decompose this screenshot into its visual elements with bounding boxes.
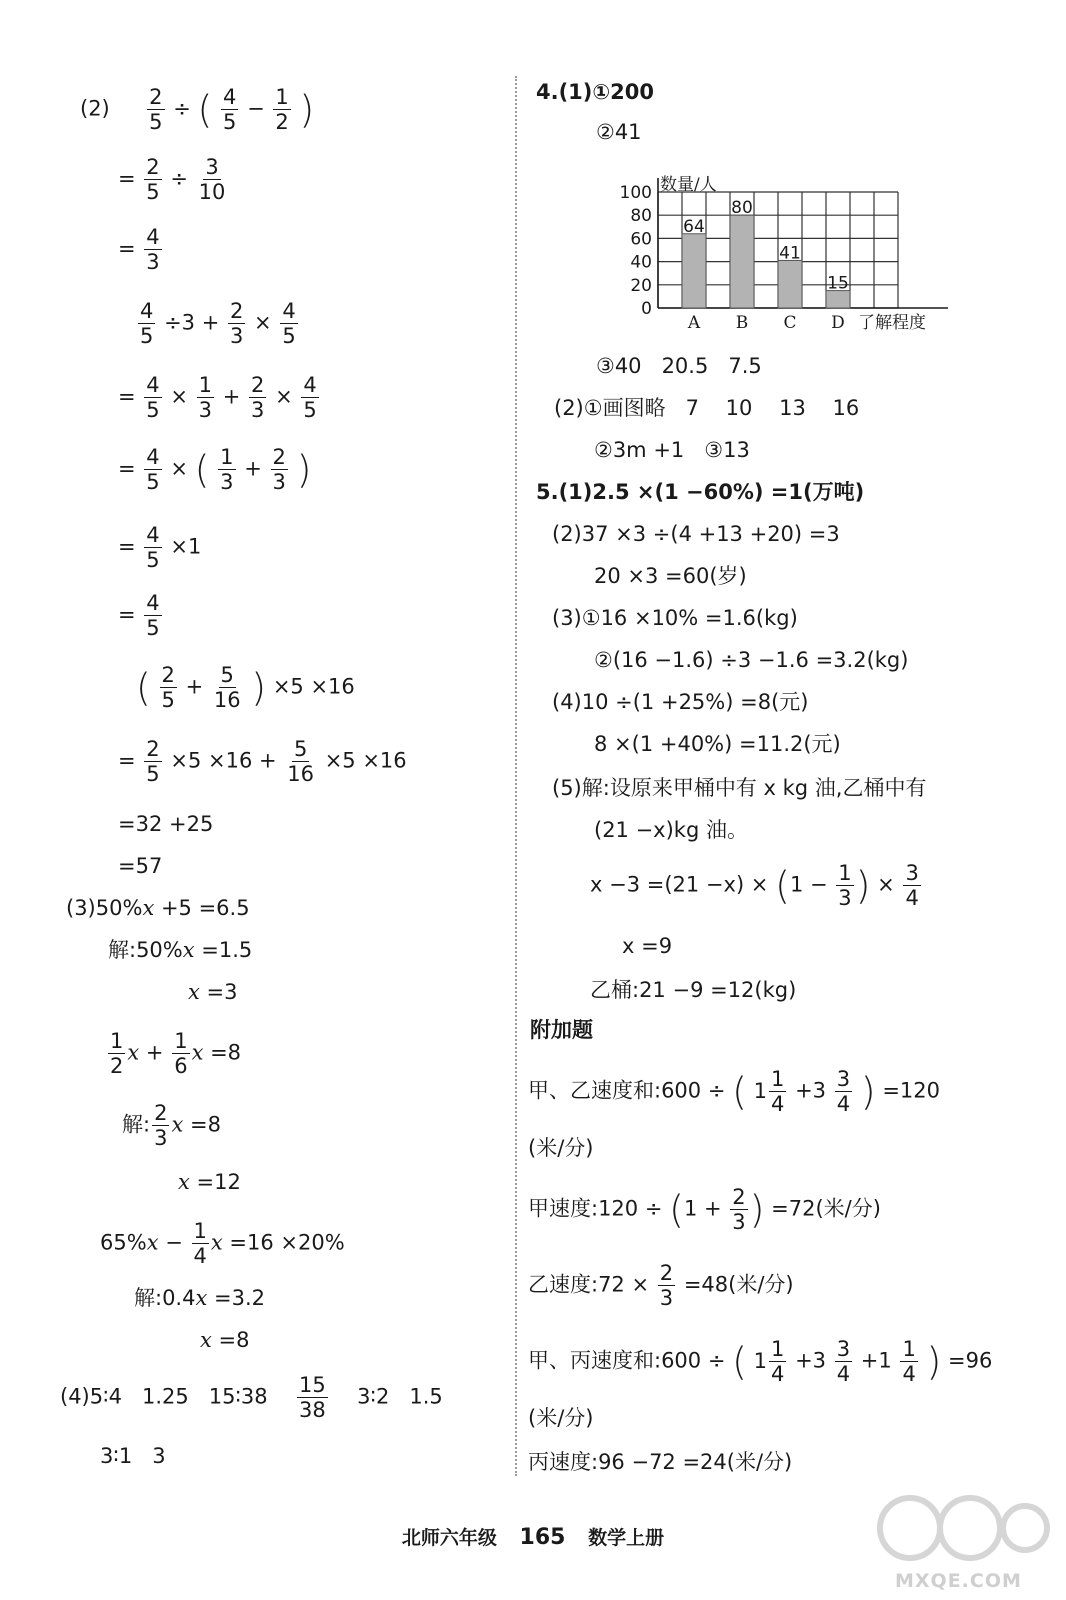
q5-4b: 8 ×(1 +40%) =11.2(元) [594,732,841,756]
fraction: $\frac{2}{3}$ [272,445,286,495]
part-label: (2) [80,96,110,121]
q4-1-3: ③40 20.5 7.5 [596,354,762,378]
fraction: $\frac{2}{5}$ [146,155,160,205]
q4-1-1: 4.(1)①200 [536,80,655,104]
q4-2-1: (2)①画图略 7 10 13 16 [554,396,860,420]
fraction: $\frac{4}{5}$ [140,299,154,349]
data-label: 41 [779,243,801,264]
extra-title: 附加题 [530,1018,593,1042]
p2-expr-2: $\frac{4}{5}$ ÷3 + $\frac{2}{3}$ × $\frac{4}{5}$ [140,299,296,349]
q5-5b: (21 −x)kg 油。 [594,818,748,842]
extra-line-4: 甲、丙速度和:600 ÷ ( 1 $\frac{1}{4}$ +3 $\frac{3}{4}$ +1 $\frac{1}{4}$ ) =96 [528,1337,993,1387]
p3-line-7: 65%x − $\frac{1}{4}$ x =16 ×20% [100,1219,345,1269]
q5-3a: (3)①16 ×10% =1.6(kg) [552,606,798,630]
footer-subject: 数学上册 [588,1527,665,1549]
p2-line-3: = $\frac{4}{3}$ [118,225,160,275]
p2-line-10: = $\frac{2}{5}$ ×5 ×16 + $\frac{5}{16}$ ×5 ×16 [118,737,407,787]
q4-1-2: ②41 [596,120,642,144]
column-divider [515,76,517,1476]
fraction: $\frac{3}{10}$ [198,155,226,205]
p2-line-2: = $\frac{2}{5}$ ÷ $\frac{3}{10}$ [118,155,226,205]
fraction: $\frac{2}{5}$ [161,663,175,713]
fraction: $\frac{1}{6}$ [174,1029,188,1079]
fraction: $\frac{1}{4}$ [771,1067,785,1117]
fraction: $\frac{5}{16}$ [213,663,241,713]
y-tick-label: 20 [630,275,652,296]
q5-1: 5.(1)2.5 ×(1 −60%) =1(万吨) [536,480,865,504]
p3-line-6: x =12 [178,1170,241,1194]
fraction: $\frac{4}{5}$ [146,523,160,573]
fraction: $\frac{3}{4}$ [836,1337,851,1387]
q5-2b: 20 ×3 =60(岁) [594,564,747,588]
y-tick-label: 40 [630,252,652,273]
x-tick-label: A [687,313,701,333]
extra-line-3: 乙速度:72 × $\frac{2}{3}$ =48(米/分) [528,1261,794,1311]
y-tick-label: 0 [641,299,652,319]
q5-4a: (4)10 ÷(1 +25%) =8(元) [552,690,809,714]
fraction: $\frac{2}{5}$ [149,85,163,135]
q5-5d: x =9 [622,934,673,958]
fraction: $\frac{3}{4}$ [905,861,919,911]
x-tick-label: B [735,313,749,333]
p2-expr-3: ( $\frac{2}{5}$ + $\frac{5}{16}$ ) ×5 ×16 [136,663,355,713]
q4-2-2: ②3m +1 ③13 [594,438,750,462]
extra-line-2: 甲速度:120 ÷ (1 + $\frac{2}{3}$ ) =72(米/分) [528,1185,881,1235]
bar-A [682,234,706,308]
q5-5e: 乙桶:21 −9 =12(kg) [590,978,797,1002]
fraction: $\frac{5}{16}$ [287,737,315,787]
fraction: $\frac{4}{5}$ [282,299,296,349]
fraction: $\frac{3}{4}$ [836,1067,851,1117]
x-tick-label: C [783,313,797,333]
fraction: $\frac{1}{2}$ [275,85,289,135]
fraction: $\frac{4}{5}$ [146,445,160,495]
fraction: $\frac{4}{5}$ [223,85,237,135]
p4-line-1: (4)5∶4 1.25 15∶38 $\frac{15}{38}$ 3∶2 1.5 [60,1373,443,1423]
bar-B [730,215,754,308]
p3-line-3: x =3 [188,980,238,1004]
data-label: 15 [827,273,849,294]
fraction: $\frac{1}{3}$ [198,373,213,423]
p4-line-2: 3∶1 3 [100,1444,166,1468]
fraction: $\frac{2}{3}$ [229,299,244,349]
q5-5c: x −3 =(21 −x) × (1 − $\frac{1}{3}$ ) × $\frac{3}{4}$ [590,861,919,911]
y-axis-label: 数量/人 [660,175,717,195]
q5-3b: ②(16 −1.6) ÷3 −1.6 =3.2(kg) [594,648,909,672]
fraction: $\frac{15}{38}$ [299,1373,326,1423]
fraction: $\frac{2}{5}$ [146,737,160,787]
fraction: $\frac{1}{4}$ [771,1337,785,1387]
q5-2a: (2)37 ×3 ÷(4 +13 +20) =3 [552,522,840,546]
bar-chart [618,160,948,340]
fraction: $\frac{4}{5}$ [146,591,160,641]
x-tick-label: D [831,313,845,333]
p3-line-9: x =8 [200,1328,250,1352]
extra-unit-4: (米/分) [528,1406,594,1430]
fraction: $\frac{2}{3}$ [659,1261,674,1311]
p3-line-2: 解:50%x =1.5 [108,938,253,962]
p3-line-4: $\frac{1}{2}$ x + $\frac{1}{6}$ x =8 [110,1029,242,1079]
x-axis-label: 了解程度 [858,313,926,333]
fraction: $\frac{4}{3}$ [146,225,160,275]
y-tick-label: 60 [630,229,652,250]
footer-grade: 北师六年级 [401,1527,497,1549]
watermark-text: MXQE.COM [895,1570,1022,1592]
fraction: $\frac{1}{3}$ [220,445,234,495]
p2-line-1: (2) $\frac{2}{5}$ ÷ ( $\frac{4}{5}$ − $\frac{1}{2}$ ) [80,85,315,135]
extra-unit-1: (米/分) [528,1136,594,1160]
extra-line-5: 丙速度:96 −72 =24(米/分) [528,1450,793,1474]
watermark-logo [860,1488,1050,1568]
p3-line-1: (3)50%x +5 =6.5 [66,896,250,920]
fraction: $\frac{2}{3}$ [154,1101,168,1151]
p2-line-7: = $\frac{4}{5}$ ×1 [118,523,202,573]
p2-line-11: =32 +25 [118,812,214,836]
fraction: $\frac{2}{3}$ [732,1185,746,1235]
p3-line-5: 解: $\frac{2}{3}$ x =8 [122,1101,221,1151]
bar-C [778,260,802,308]
page-number: 165 [519,1525,566,1550]
q5-5a: (5)解:设原来甲桶中有 x kg 油,乙桶中有 [552,776,927,800]
extra-line-1: 甲、乙速度和:600 ÷ ( 1 $\frac{1}{4}$ +3 $\frac{3}{4}$ ) =120 [528,1067,940,1117]
fraction: $\frac{1}{3}$ [838,861,852,911]
fraction: $\frac{4}{5}$ [146,373,160,423]
fraction: $\frac{1}{4}$ [902,1337,916,1387]
p2-line-12: =57 [118,854,163,878]
p2-line-8: = $\frac{4}{5}$ [118,591,160,641]
p2-line-6: = $\frac{4}{5}$ × ( $\frac{1}{3}$ + $\frac{2}{3}$ ) [118,445,312,495]
fraction: $\frac{1}{2}$ [110,1029,124,1079]
data-label: 80 [731,198,753,219]
y-tick-label: 100 [619,183,652,203]
fraction: $\frac{4}{5}$ [303,373,317,423]
data-label: 64 [683,216,705,237]
p3-line-8: 解:0.4x =3.2 [134,1286,265,1310]
fraction: $\frac{1}{4}$ [193,1219,207,1269]
y-tick-label: 80 [630,206,652,227]
fraction: $\frac{2}{3}$ [251,373,265,423]
p2-line-5: = $\frac{4}{5}$ × $\frac{1}{3}$ + $\frac{2}{3}$ × $\frac{4}{5}$ [118,373,317,423]
